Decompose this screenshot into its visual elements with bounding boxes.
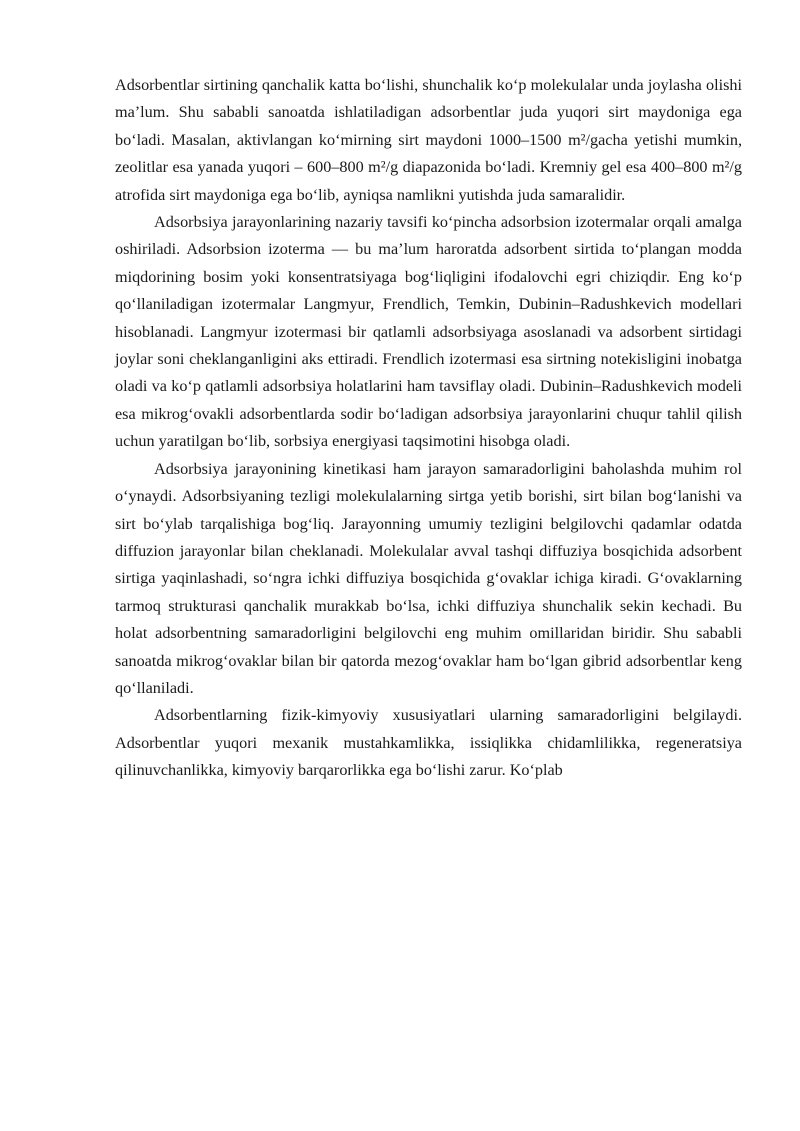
paragraph-kinetics: Adsorbsiya jarayonining kinetikasi ham jarayon samaradorligini baholashda muhim rol o‘ynaydi. Adsorbsiyaning tezligi molekulalarning sirtga yetib borishi, sirt bilan bog‘lanishi va sirt bo‘ylab tarqalishiga bog‘liq. Jarayonning umumiy tezligini belgilovchi qadamlar odatda diffuzion jarayonlar bilan cheklanadi. Molekulalar avval tashqi diffuziya bosqichida adsorbent sirtiga yaqinlashadi, so‘ngra ichki diffuziya bosqichida g‘ovaklar ichiga kiradi. G‘ovaklarning tarmoq strukturasi qanchalik murakkab bo‘lsa, ichki diffuziya shunchalik sekin kechadi. Bu holat adsorbentning samaradorligini belgilovchi eng muhim omillaridan biridir. Shu sababli sanoatda mikrog‘ovaklar bilan bir qatorda mezog‘ovaklar ham bo‘lgan gibrid adsorbentlar keng qo‘llaniladi. <box>115 459 742 697</box>
paragraph-properties: Adsorbentlarning fizik-kimyoviy xususiyatlari ularning samaradorligini belgilaydi. Adsorbentlar yuqori mexanik mustahkamlikka, issiqlikka chidamlilikka, regeneratsiya qilinuvchanlikka, kimyoviy barqarorlikka ega bo‘lishi zarur. Ko‘plab <box>115 706 742 780</box>
document-page <box>115 72 742 785</box>
paragraph-isotherms: Adsorbsiya jarayonlarining nazariy tavsifi ko‘pincha adsorbsion izotermalar orqali amalga oshiriladi. Adsorbsion izoterma — bu ma’lum haroratda adsorbent sirtida to‘plangan modda miqdorining bosim yoki konsentratsiyaga bog‘liqligini ifodalovchi egri chiziqdir. Eng ko‘p qo‘llaniladigan izotermalar Langmyur, Frendlich, Temkin, Dubinin–Radushkevich modellari hisoblanadi. Langmyur izotermasi bir qatlamli adsorbsiyaga asoslanadi va adsorbent sirtidagi joylar soni cheklanganligini aks ettiradi. Frendlich izotermasi esa sirtning notekisligini inobatga oladi va ko‘p qatlamli adsorbsiya holatlarini ham tavsiflay oladi. Dubinin–Radushkevich modeli esa mikrog‘ovakli adsorbentlarda sodir bo‘ladigan adsorbsiya jarayonlarini chuqur tahlil qilish uchun yaratilgan bo‘lib, sorbsiya energiyasi taqsimotini hisobga oladi. <box>115 213 742 451</box>
paragraph-surface-area: Adsorbentlar sirtining qanchalik katta bo‘lishi, shunchalik ko‘p molekulalar unda joylasha olishi ma’lum. Shu sababli sanoatda ishlatiladigan adsorbentlar juda yuqori sirt maydoniga ega bo‘ladi. Masalan, aktivlangan ko‘mirning sirt maydoni 1000–1500 m²/gacha yetishi mumkin, zeolitlar esa yanada yuqori – 600–800 m²/g diapazonida bo‘ladi. Kremniy gel esa 400–800 m²/g atrofida sirt maydoniga ega bo‘lib, ayniqsa namlikni yutishda juda samaralidir. <box>115 76 742 204</box>
